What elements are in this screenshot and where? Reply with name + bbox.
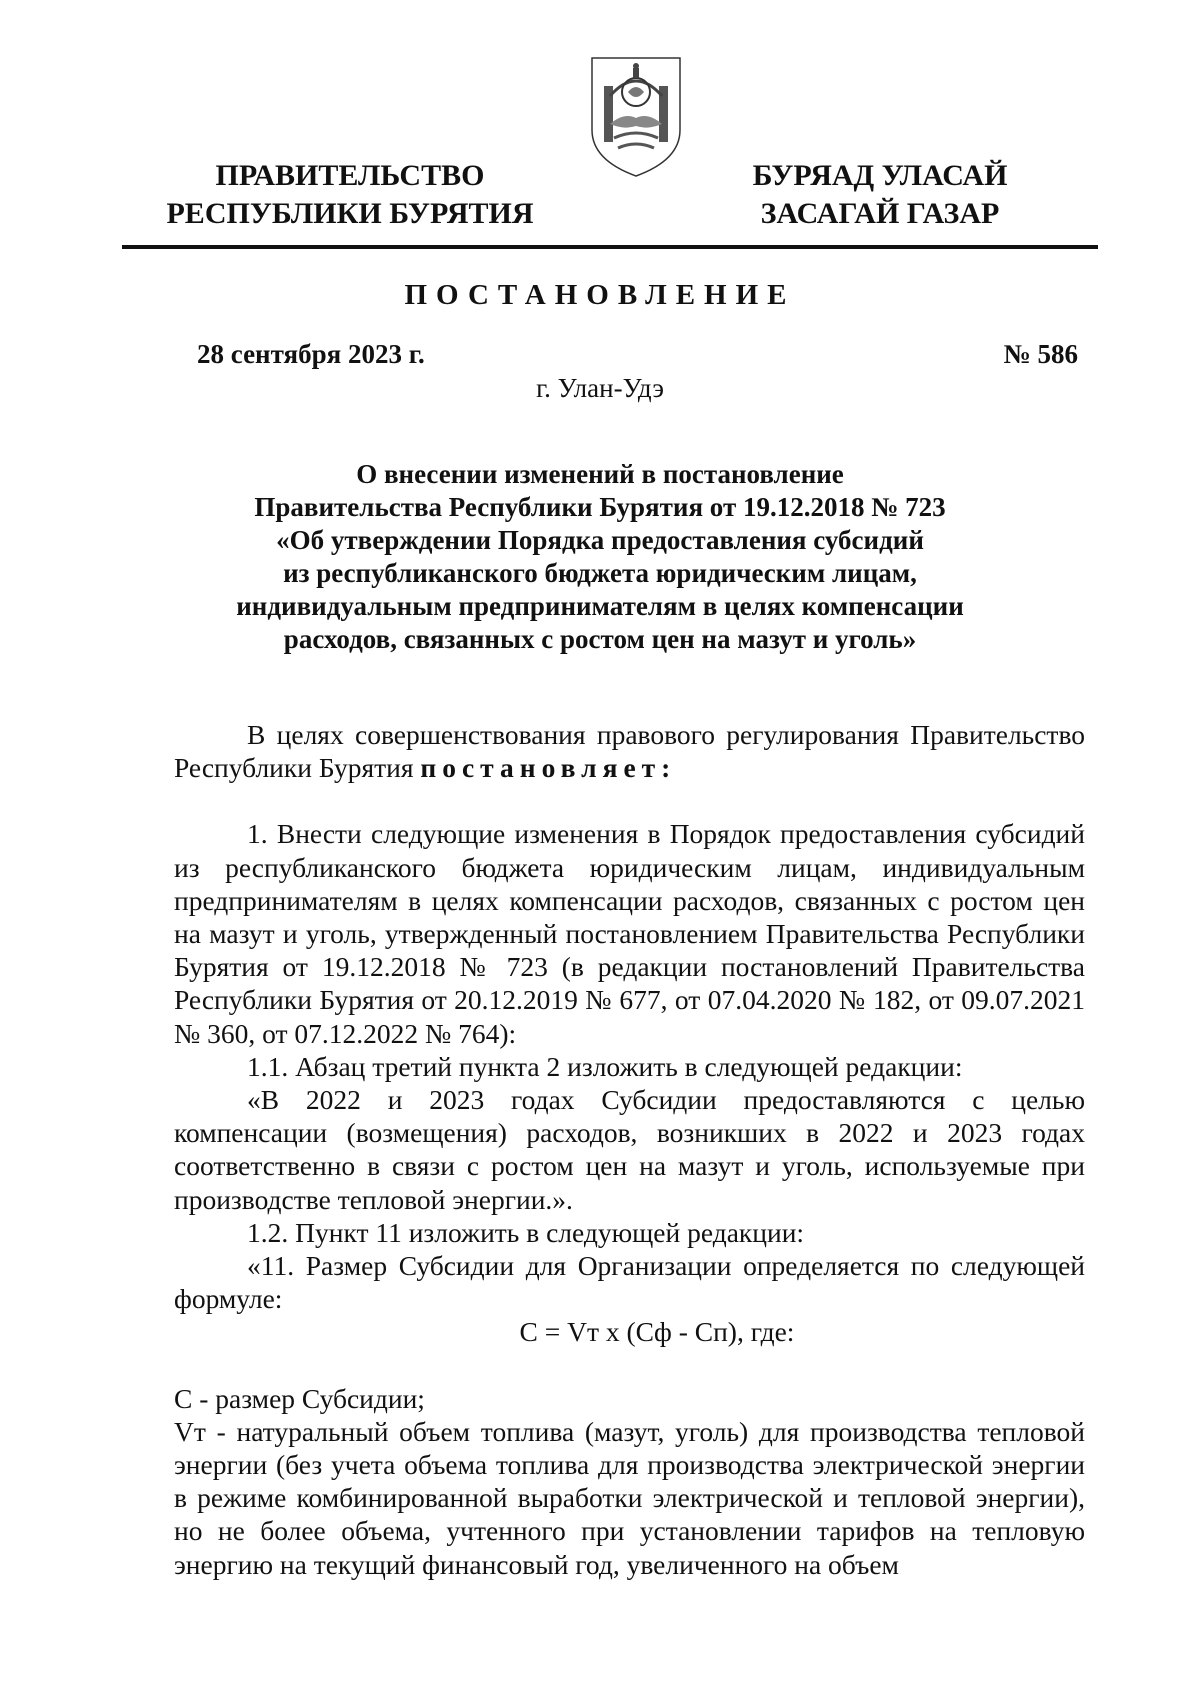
title-line: расходов, связанных с ростом цен на мазут и уголь»	[283, 624, 917, 654]
formula: С = Vт х (Сф - Сп), где:	[519, 1316, 795, 1348]
header-left-line1: ПРАВИТЕЛЬСТВО	[215, 159, 485, 192]
quote-1: «В 2022 и 2023 годах Субсидии предоставляются с целью компенсации (возмещения) расходов, возникших в 2022 и 2023 годах соответственно в связи с ростом цен на мазут и уголь, используемые при производстве тепловой энергии.».	[174, 1084, 1085, 1215]
title-line: «Об утверждении Порядка предоставления субсидий	[276, 525, 924, 555]
document-title	[160, 458, 1040, 656]
preamble-resolves: постановляет:	[420, 752, 677, 784]
government-name-russian	[150, 157, 550, 233]
document-date: 28 сентября 2023 г.	[197, 339, 425, 369]
definition-c: С - размер Субсидии;	[174, 1382, 425, 1414]
definition-vt: Vт - натуральный объем топлива (мазут, уголь) для производства тепловой энергии (без учета объема топлива для производства электрической энергии в режиме комбинированной выработки электрической и тепловой энергии), но не более объема, учтенного при установлении тарифов на тепловую энергию на текущий финансовый год, увеличенного на объем	[174, 1415, 1085, 1580]
document-city: г. Улан-Удэ	[536, 373, 664, 403]
title-line: индивидуальным предпринимателям в целях компенсации	[236, 591, 964, 621]
coat-of-arms-icon	[588, 52, 684, 180]
preamble	[174, 718, 1085, 784]
header-right-line1: БУРЯАД УЛАСАЙ	[752, 159, 1008, 192]
header-left-line2: РЕСПУБЛИКИ БУРЯТИЯ	[166, 197, 534, 230]
quote-2: «11. Размер Субсидии для Организации определяется по следующей формуле:	[174, 1250, 1085, 1315]
title-line: Правительства Республики Бурятия от 19.12.2018 № 723	[254, 492, 946, 522]
document-number: № 586	[1003, 339, 1078, 369]
title-line: из республиканского бюджета юридическим лицам,	[283, 558, 917, 588]
header-right-line2: ЗАСАГАЙ ГАЗАР	[760, 197, 1000, 230]
government-name-buryat	[720, 157, 1040, 233]
document-body	[174, 718, 1085, 1581]
paragraph-1: 1. Внести следующие изменения в Порядок предоставления субсидий из республиканского бюджета юридическим лицам, индивидуальным предпринимателям в целях компенсации расходов, связанных с ростом цен на мазут и уголь, утвержденный постановлением Правительства Республики Бурятия от 19.12.2018 № 723 (в редакции постановлений Правительства Республики Бурятия от 20.12.2019 № 677, от 07.04.2020 № 182, от 09.07.2021 № 360, от 07.12.2022 № 764):	[174, 818, 1085, 1049]
paragraph-1-2: 1.2. Пункт 11 изложить в следующей редакции:	[247, 1216, 805, 1248]
preamble-text: В целях совершенствования правового регулирования Правительство Республики Бурятия	[174, 719, 1085, 784]
document-type: ПОСТАНОВЛЕНИЕ	[404, 279, 796, 311]
header-divider	[122, 245, 1098, 249]
paragraph-1-1: 1.1. Абзац третий пункта 2 изложить в следующей редакции:	[247, 1050, 963, 1082]
title-line: О внесении изменений в постановление	[356, 459, 844, 489]
